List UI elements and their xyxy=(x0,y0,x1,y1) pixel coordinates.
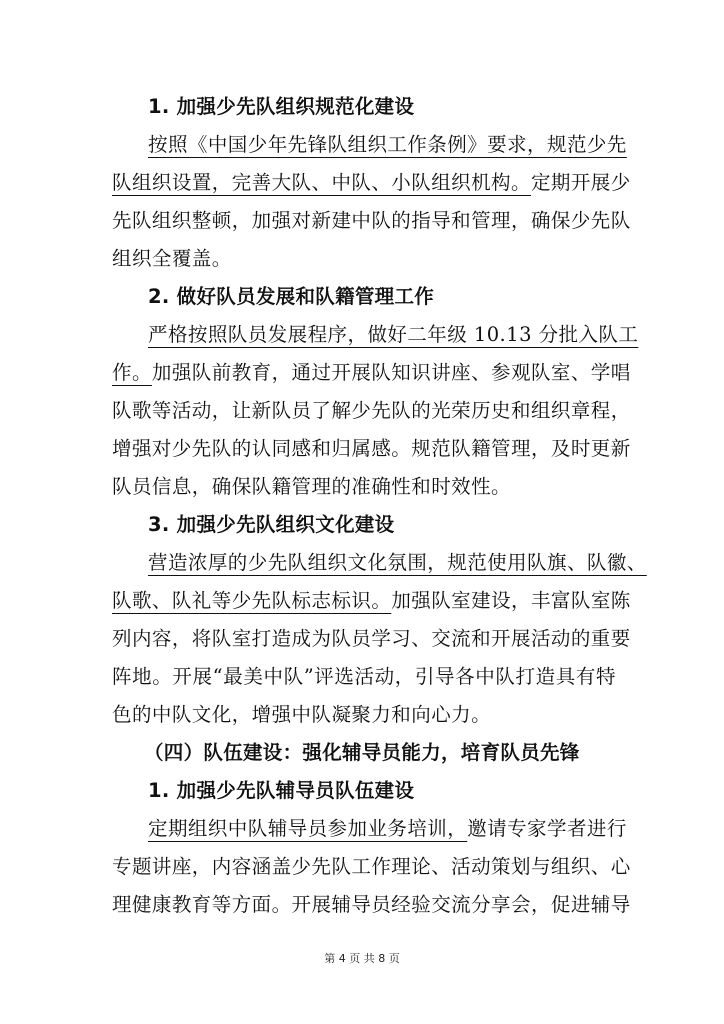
underlined-text: 按照《中国少年先锋队组织工作条例》要求， xyxy=(148,133,548,156)
paragraph-1-line-2 xyxy=(112,164,631,202)
paragraph-2-line-3: 队歌等活动，让新队员了解少先队的光荣历史和组织章程， xyxy=(112,399,631,422)
underlined-text: 定期组织中队辅导员参加业务培训， xyxy=(148,817,468,840)
paragraph-1-line-4: 组织全覆盖。 xyxy=(112,247,232,270)
underlined-text: 队组织设置，完善大队、中队、小队组织机构。 xyxy=(112,171,531,194)
paragraph-4-line-1 xyxy=(148,810,627,848)
paragraph-2-line-4: 增强对少先队的认同感和归属感。规范队籍管理，及时更新 xyxy=(112,437,631,460)
paragraph-1-line-3: 先队组织整顿，加强对新建中队的指导和管理，确保少先队 xyxy=(112,209,631,232)
heading-1: 1. 加强少先队组织规范化建设 xyxy=(148,95,415,118)
text: 加强队前教育，通过开展队知识讲座、参观队室、学唱 xyxy=(151,361,631,384)
paragraph-2-line-1: 严格按照队员发展程序，做好二年级 10.13 分批入队工 xyxy=(148,323,639,346)
paragraph-3-line-1: 营造浓厚的少先队组织文化氛围，规范使用队旗、队徽、 xyxy=(148,551,647,574)
heading-4: 1. 加强少先队辅导员队伍建设 xyxy=(148,779,415,802)
paragraph-3-line-4: 阵地。开展“最美中队”评选活动，引导各中队打造具有特 xyxy=(112,665,616,688)
paragraph-4-line-2: 专题讲座，内容涵盖少先队工作理论、活动策划与组织、心 xyxy=(112,855,631,878)
paragraph-3-line-3: 列内容，将队室打造成为队员学习、交流和开展活动的重要 xyxy=(112,627,631,650)
section-heading-4: （四）队伍建设：强化辅导员能力，培育队员先锋 xyxy=(144,741,580,764)
paragraph-3-line-2 xyxy=(112,582,631,620)
text: 规范少先 xyxy=(547,133,627,156)
text: 加强队室建设，丰富队室陈 xyxy=(391,589,631,612)
paragraph-4-line-3: 理健康教育等方面。开展辅导员经验交流分享会，促进辅导 xyxy=(112,893,631,916)
page-number-footer: 第 4 页 共 8 页 xyxy=(324,952,400,965)
paragraph-3-line-5: 色的中队文化，增强中队凝聚力和向心力。 xyxy=(112,703,492,726)
text: 邀请专家学者进行 xyxy=(467,817,627,840)
paragraph-2-line-5: 队员信息，确保队籍管理的准确性和时效性。 xyxy=(112,475,512,498)
heading-2: 2. 做好队员发展和队籍管理工作 xyxy=(148,285,435,308)
heading-3: 3. 加强少先队组织文化建设 xyxy=(148,513,395,536)
underlined-text: 队歌、队礼等少先队标志标识。 xyxy=(112,589,392,612)
paragraph-1-line-1 xyxy=(148,126,652,164)
underlined-text: 作。 xyxy=(112,361,152,384)
text: 定期开展少 xyxy=(530,171,631,194)
paragraph-2-line-2 xyxy=(112,354,631,392)
